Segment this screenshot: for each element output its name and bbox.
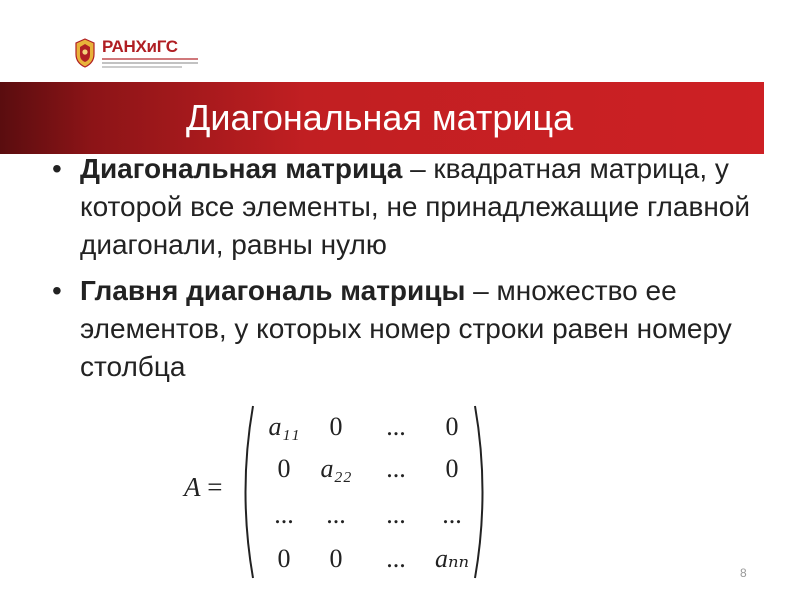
- bullet-definition: – множество ее элементов, у которых номер строки равен номеру столбца: [80, 275, 732, 382]
- matrix-cell: 0: [329, 412, 343, 441]
- page-number: 8: [740, 566, 747, 580]
- bullet-term: Главня диагональ матрицы: [80, 275, 466, 306]
- formula-lhs: [184, 472, 222, 503]
- matrix-cell: a₂₂: [320, 454, 352, 483]
- matrix-grid: [254, 406, 474, 576]
- bullet-term: Диагональная матрица: [80, 153, 403, 184]
- matrix-cell: ...: [386, 500, 406, 529]
- bullet-item: [52, 272, 752, 386]
- matrix-cell: ...: [386, 454, 406, 483]
- matrix-symbol: A: [184, 472, 201, 502]
- matrix-cell: 0: [445, 412, 459, 441]
- bullet-list: [52, 150, 752, 394]
- matrix-cell: ...: [274, 500, 294, 529]
- logo-subline: [102, 58, 198, 60]
- matrix-cell: 0: [277, 544, 291, 573]
- left-paren-icon: [236, 404, 256, 580]
- matrix-cell: ...: [326, 500, 346, 529]
- matrix-cell: a₁₁: [268, 412, 300, 441]
- matrix-cell: 0: [445, 454, 459, 483]
- matrix-cell: 0: [277, 454, 291, 483]
- slide-title: Диагональная матрица: [186, 97, 574, 138]
- logo: [74, 38, 198, 68]
- emblem-icon: [74, 38, 96, 68]
- logo-subline: [102, 66, 182, 68]
- matrix-formula: [180, 402, 510, 580]
- bullet-marker: •: [52, 275, 62, 306]
- bullet-definition: – квадратная матрица, у которой все элементы, не принадлежащие главной диагонали, равны нулю: [80, 153, 751, 260]
- bullet-marker: •: [52, 153, 62, 184]
- matrix-cell: aₙₙ: [434, 544, 470, 573]
- logo-name: РАНХиГС: [102, 37, 178, 56]
- equals-sign: =: [200, 472, 223, 502]
- matrix-cell: ...: [442, 500, 462, 529]
- matrix-cell: ...: [386, 412, 406, 441]
- matrix-cell: ...: [386, 544, 406, 573]
- bullet-item: [52, 150, 752, 264]
- logo-subline: [102, 62, 198, 64]
- matrix-cell: 0: [329, 544, 343, 573]
